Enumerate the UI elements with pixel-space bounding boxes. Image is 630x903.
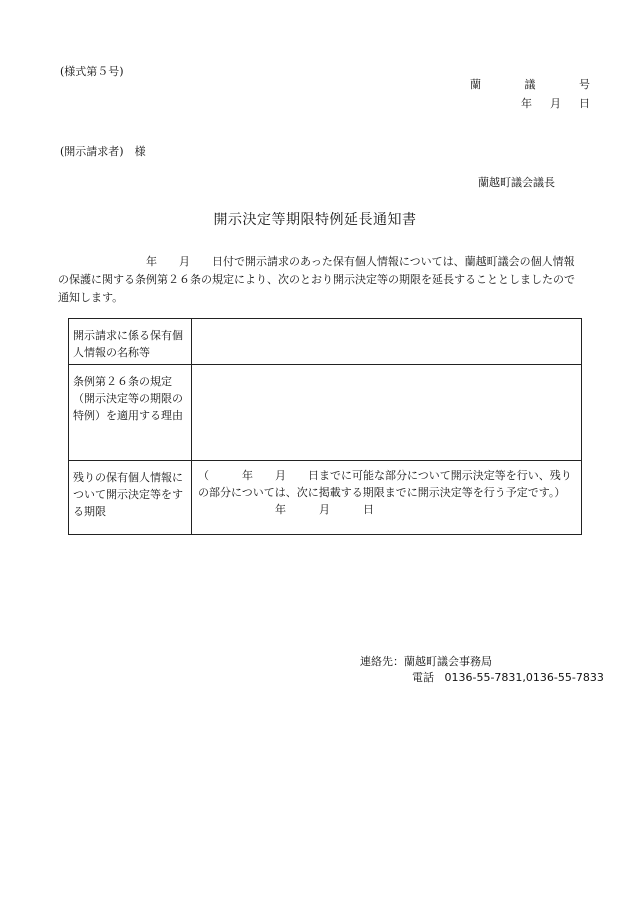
document-date (521, 98, 590, 109)
form-number: (様式第５号) (60, 65, 124, 78)
deadline-line-1: （ 年 月 日までに可能な部分について開示決定等を行い、残り (198, 469, 572, 482)
date-day: 日 (579, 97, 590, 110)
date-month: 月 (550, 97, 561, 110)
body-line-2: の保護に関する条例第２６条の規定により、次のとおり開示決定等の期限を延長することとしましたので (58, 273, 575, 286)
row-value-deadline (192, 461, 582, 535)
table-row (69, 319, 582, 365)
docnum-suffix: 号 (579, 78, 590, 91)
body-line-3: 通知します。 (58, 291, 124, 304)
date-year: 年 (521, 97, 532, 110)
deadline-line-3: 年 月 日 (198, 503, 374, 516)
document-title: 開示決定等期限特例延長通知書 (213, 212, 417, 228)
row-label-info-name: 開示請求に係る保有個人情報の名称等 (69, 319, 192, 365)
row-label-deadline: 残りの保有個人情報について開示決定等をする期限 (69, 461, 192, 535)
phone-info (412, 672, 604, 683)
issuer: 蘭越町議会議長 (478, 176, 555, 189)
phone-numbers: 0136-55-7831,0136-55-7833 (444, 671, 604, 684)
addressee: (開示請求者) 様 (60, 145, 146, 158)
deadline-line-2: の部分については、次に掲載する期限までに開示決定等を行う予定です。） (198, 486, 566, 499)
row-value-reason (192, 365, 582, 461)
row-label-reason: 条例第２６条の規定（開示決定等の期限の特例）を適用する理由 (69, 365, 192, 461)
body-text (58, 253, 588, 307)
docnum-middle: 議 (524, 78, 536, 91)
body-line-1: 年 月 日付で開示請求のあった保有個人情報については、蘭越町議会の個人情報 (58, 255, 575, 268)
document-number (470, 79, 590, 90)
table-row (69, 461, 582, 535)
phone-label: 電話 (412, 671, 434, 684)
details-table (68, 318, 582, 535)
docnum-prefix: 蘭 (470, 78, 481, 91)
table-row (69, 365, 582, 461)
row-value-info-name (192, 319, 582, 365)
contact-info: 連絡先：蘭越町議会事務局 (360, 655, 492, 668)
